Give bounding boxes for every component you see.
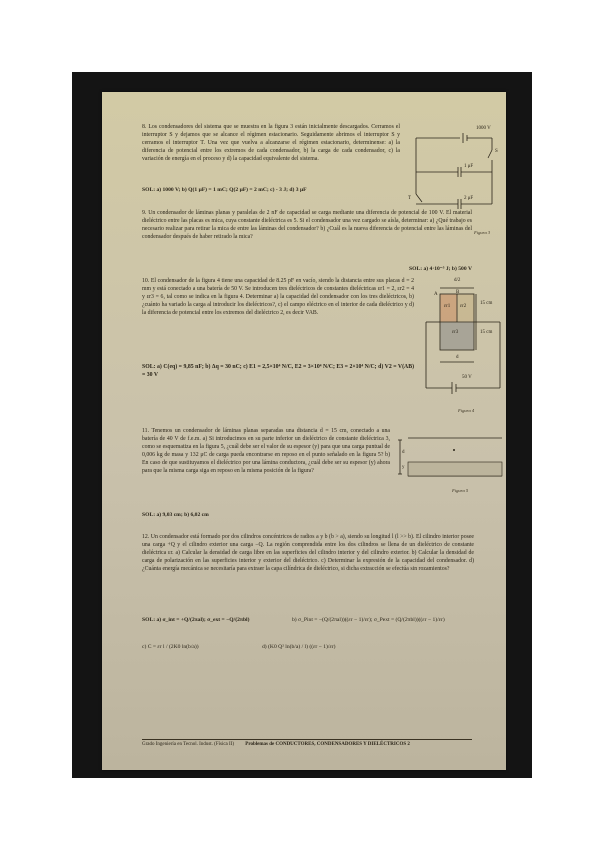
- figure-5-distance-label: d: [402, 450, 405, 455]
- figure-3-voltage-label: 1000 V: [476, 126, 491, 131]
- footer-course: Grado Ingeniería en Tecnol. Indust. (Física II): [142, 742, 235, 747]
- figure-4-caption: Figura 4: [458, 408, 475, 413]
- figure-4-capacitor: [418, 280, 506, 400]
- figure-3-switch-s: S: [495, 149, 498, 154]
- document-page: [102, 92, 506, 770]
- figure-4-point-b: B: [456, 290, 460, 295]
- figure-3-capacitor-2-label: 2 μF: [464, 196, 474, 201]
- problem-12-text: 12. Un condensador está formado por dos cilindros concéntricos de radios a y b (b > a), siendo su longitud l (l >> b). El cilindro interior posee una carga +Q y el cilindro exterior una carga −Q. La región comprendida entre los dos cilindros se llena de un dieléctrico de constante dieléctrica εr. a) Calcular la densidad de carga libre en las superficies del cilindro interior y del cilindro exterior. b) Calcular la densidad de carga de polarización en las superficies interior y exterior del dieléctrico. c) Determinar la expresión de la capacidad del condensador. d) ¿Cuánta energía mecánica se necesitaría para extraer la capa cilíndrica de dieléctrico, si dicha extracción se efectúa sin rozamientos?: [142, 534, 474, 572]
- problem-11-solution: SOL: a) 9,03 cm; b) 6,02 cm: [142, 512, 209, 518]
- figure-4-distance-label: d: [456, 355, 459, 360]
- problem-11-text: 11. Tenemos un condensador de láminas planas separadas una distancia d = 15 cm, conectado a una batería de 40 V de f.e.m. a) Si introducimos en su parte inferior un dieléctrico de constante dieléctrica 3, como se esquematiza en la figura 5, ¿cuál debe ser el valor de su espesor (y) para que una carga puntual de 0,006 kg de masa y 132 μC de carga pueda encontrarse en reposo en el punto señalado en la figura 5? b) En caso de que sustituyamos el dieléctrico por una lámina conductora, ¿cuál debe ser su espesor (y) ahora para que la misma carga siga en reposo en la misma posición de la figura?: [142, 428, 390, 474]
- figure-3-capacitor-1-label: 1 μF: [464, 164, 474, 169]
- figure-5-capacitor: [394, 432, 506, 484]
- problem-9-text: 9. Un condensador de láminas planas y paralelas de 2 nF de capacidad se carga mediante una diferencia de potencial de 100 V. El material dieléctrico entre las placas es mica, cuya constante dieléctrica es 5. Si el condensador una vez cargado se aísla, determinar: a) ¿Qué trabajo es necesario realizar para retirar la mica de entre las láminas del condensador? b) ¿Cuál es la nueva diferencia de potencial entre las láminas del condensador después de haber retirado la mica?: [142, 210, 472, 240]
- problem-12-solution-b: b) σ_Pint = −(Q/(2πal))((εr − 1)/εr); σ_Pext = (Q/(2πbl))((εr − 1)/εr): [292, 617, 445, 623]
- page-footer: [142, 739, 472, 747]
- figure-4-half-distance-label: d/2: [454, 278, 461, 283]
- figure-3-switch-t: T: [408, 196, 412, 201]
- figure-4-height-bottom-label: 15 cm: [480, 330, 493, 335]
- figure-4-epsilon-3: εr3: [452, 330, 459, 335]
- figure-4-voltage-label: 50 V: [462, 375, 472, 380]
- figure-3-caption: Figura 3: [474, 230, 491, 235]
- footer-title: Problemas de CONDUCTORES, CONDENSADORES Y DIELÉCTRICOS 2: [245, 742, 410, 747]
- problem-8-solution: SOL: a) 1000 V; b) Q(1 μF) = 1 mC; Q(2 μF) = 2 mC; c) - 3 J; d) 3 μF: [142, 187, 307, 193]
- figure-4-point-a: A: [434, 292, 438, 297]
- problem-8-text: 8. Los condensadores del sistema que se muestra en la figura 3 están inicialmente descargados. Cerramos el interruptor S y dejamos que se alcance el régimen estacionario. Seguidamente abrimos el interruptor S y cerramos el interruptor T. Una vez que vuelva a alcanzarse el régimen estacionario, determinense: a) la diferencia de potencial entre los extremos de cada condensador, b) la carga de cada condensador, c) la variación de energía en el proceso y d) la capacidad equivalente del sistema.: [142, 124, 400, 162]
- problem-9-solution: SOL: a) 4·10⁻⁵ J; b) 500 V: [409, 266, 472, 272]
- problem-10-text: 10. El condensador de la figura 4 tiene una capacidad de 8.25 pF en vacío, siendo la distancia entre sus placas d = 2 mm y está conectado a una batería de 50 V. Se introducen tres dieléctricos de constantes dieléctricas εr1 = 2, εr2 = 4 y εr3 = 6, tal como se indica en la figura 4. Determinar a) la capacidad del condensador con los tres dieléctricos, b) ¿cuánto ha variado la carga al introducir los dieléctricos?, c) el campo eléctrico en el interior de cada dieléctrico y d) la diferencia de potencial entre los extremos del dieléctrico 2, es decir VAB.: [142, 278, 414, 316]
- figure-4-epsilon-1: εr1: [444, 304, 451, 309]
- figure-4-height-top-label: 15 cm: [480, 301, 493, 306]
- figure-4-epsilon-2: εr2: [460, 304, 467, 309]
- problem-12-solution-c: c) C = εr l / (2K0 ln(b/a)): [142, 644, 199, 650]
- figure-5-thickness-label: y: [402, 465, 405, 470]
- problem-12-solution-a: SOL: a) σ_int = +Q/(2πal); σ_ext = −Q/(2πbl): [142, 617, 250, 623]
- figure-5-caption: Figura 5: [452, 488, 469, 493]
- problem-12-solution-d: d) (K0 Q² ln(b/a) / l) ((εr − 1)/εr): [262, 644, 336, 650]
- figure-3-circuit: [400, 124, 504, 216]
- problem-10-solution: SOL: a) C(eq) = 9,85 nF; b) Δq = 30 nC; c) E1 = 2,5×10⁴ N/C, E2 = 3×10⁴ N/C; E3 = 2×10⁴ N/C; d) V2 = V(AB) = 30 V: [142, 364, 414, 378]
